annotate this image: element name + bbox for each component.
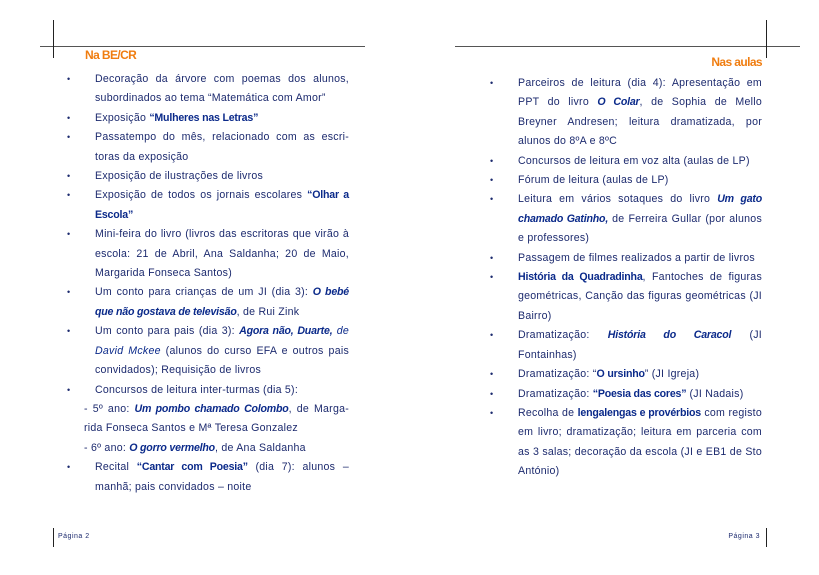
emphasized-text: lengalengas e provérbios xyxy=(577,406,701,419)
list-item xyxy=(518,249,762,268)
sub-list-item xyxy=(84,400,349,439)
list-item xyxy=(95,225,349,283)
item-text: Fórum de leitura (aulas de LP) xyxy=(518,174,669,187)
item-text: - 6º ano: xyxy=(84,441,130,454)
emphasized-text: O bebé que não gostava de televisão xyxy=(95,286,349,318)
emphasized-text: O ursinho xyxy=(596,368,645,381)
item-text: Dramatização: xyxy=(518,387,593,400)
list-item xyxy=(518,171,762,190)
list-item xyxy=(518,268,762,326)
list-item xyxy=(518,326,762,365)
list-item xyxy=(518,152,762,171)
list-item xyxy=(518,190,762,248)
left-page-number: Página 2 xyxy=(58,533,90,540)
item-text: Um conto para crianças de um JI (dia 3): xyxy=(95,286,313,299)
item-text: Passagem de filmes realizados a partir de livros xyxy=(518,251,755,264)
item-text: Concursos de leitura em voz alta (aulas de LP) xyxy=(518,154,750,167)
list-item xyxy=(95,186,349,225)
emphasized-text: de David Mckee xyxy=(95,325,349,357)
emphasized-text: “Poesia das cores” xyxy=(592,387,687,400)
right-page-number: Página 3 xyxy=(728,533,760,540)
left-page-heading: Na BE/CR xyxy=(85,48,137,62)
list-item xyxy=(518,385,762,404)
list-item xyxy=(95,167,349,186)
list-item xyxy=(95,70,349,109)
item-text: de Ferreira Gullar (por alunos e professores) xyxy=(518,212,762,245)
item-text: Dramatização: “ xyxy=(518,368,597,381)
list-item xyxy=(518,74,762,152)
list-item xyxy=(518,404,762,482)
left-header-rule xyxy=(40,46,365,47)
item-text: Recital xyxy=(95,461,137,474)
list-item xyxy=(518,365,762,384)
emphasized-text: “Olhar a Escola” xyxy=(95,189,349,221)
item-text: , de Marga-rida Fonseca Santos e Mª Teresa Gonzalez xyxy=(84,402,350,435)
right-activity-list xyxy=(518,74,762,482)
emphasized-text: Um pombo chamado Colombo xyxy=(134,402,289,415)
item-text: (JI Fontainhas) xyxy=(518,329,762,361)
item-text: Exposição de ilustrações de livros xyxy=(95,170,264,183)
emphasized-text: “Mulheres nas Letras” xyxy=(149,111,259,124)
right-footer-bar xyxy=(766,528,767,547)
item-text: - 5º ano: xyxy=(84,402,135,415)
item-text: Parceiros de leitura (dia 4): Apresentação em PPT do livro xyxy=(518,77,762,109)
emphasized-text: História do Caracol xyxy=(607,329,732,342)
list-item xyxy=(95,322,349,380)
emphasized-text: “Cantar com Poesia” xyxy=(136,461,248,474)
item-text: Mini-feira do livro (livros das escritoras que virão à escola: 21 de Abril, Ana Saldanha; 20 de Maio, Margarida Fonseca Santos) xyxy=(95,228,349,280)
list-item xyxy=(95,128,349,167)
item-text: Dramatização: xyxy=(518,329,608,342)
item-text: Decoração da árvore com poemas dos alunos, subordinados ao tema “Matemática com Amor” xyxy=(95,73,349,105)
item-text: , Fantoches de figuras geométricas, Canção das figuras geométricas (JI Bairro) xyxy=(518,271,762,322)
emphasized-text: Agora não, Duarte, xyxy=(239,325,333,338)
emphasized-text: O Colar xyxy=(597,96,640,109)
list-item xyxy=(95,109,349,128)
item-text: , de Sophia de Mello Breyner Andresen; leitura dramatizada, por alunos do 8ºA e 8ºC xyxy=(518,96,762,148)
item-text: (JI Nadais) xyxy=(686,387,744,400)
left-header-tick xyxy=(53,20,54,58)
item-text: , de Rui Zink xyxy=(236,305,300,318)
item-text: Passatempo do mês, relacionado com as escri-toras da exposição xyxy=(95,131,349,163)
item-text: Leitura em vários sotaques do livro xyxy=(518,193,718,206)
item-text: (dia 7): alunos – manhã; pais convidados – noite xyxy=(95,461,349,493)
item-text: Um conto para pais (dia 3): xyxy=(95,325,240,338)
left-footer-bar xyxy=(53,528,54,547)
list-item xyxy=(95,381,349,400)
emphasized-text: História da Quadradinha xyxy=(518,271,643,284)
right-header-tick xyxy=(766,20,767,58)
item-text: Exposição xyxy=(95,111,150,124)
left-activity-list xyxy=(84,70,350,497)
item-text: Concursos de leitura inter-turmas (dia 5): xyxy=(95,383,299,396)
item-text: , de Ana Saldanha xyxy=(214,441,306,454)
item-text: Exposição de todos os jornais escolares xyxy=(95,189,308,202)
item-text: Recolha de xyxy=(518,406,578,419)
item-text: (alunos do curso EFA e outros pais convidados); Requisição de livros xyxy=(95,344,349,377)
item-text: com registo em livro; dramatização; leitura em parceria com as 3 salas; decoração da escola (JI e EB1 de Sto António) xyxy=(518,406,762,478)
emphasized-text: O gorro vermelho xyxy=(129,441,215,454)
sub-list-item xyxy=(84,439,349,458)
list-item xyxy=(95,283,349,322)
right-page-heading: Nas aulas xyxy=(711,55,762,69)
right-header-rule xyxy=(455,46,800,47)
emphasized-text: Um gato chamado Gatinho, xyxy=(518,193,762,225)
item-text: ” (JI Igreja) xyxy=(644,368,700,381)
list-item xyxy=(95,458,349,497)
